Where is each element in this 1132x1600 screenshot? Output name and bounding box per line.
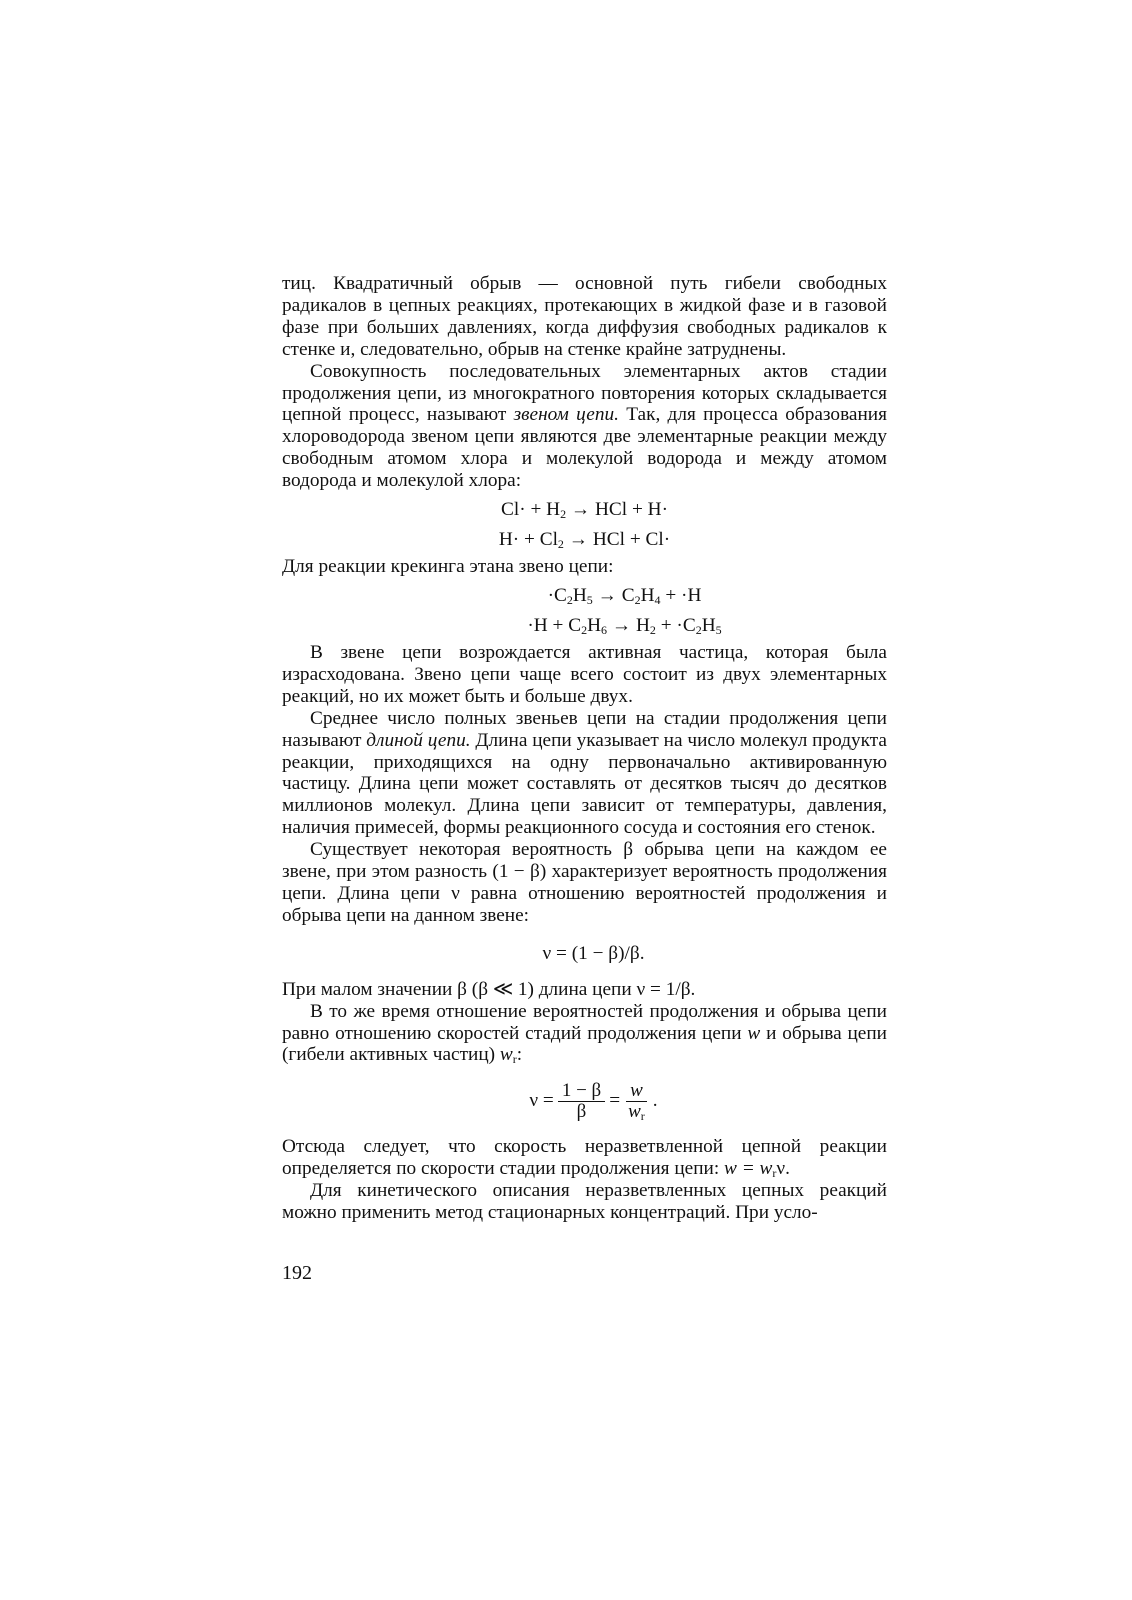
- subscript: 2: [634, 592, 641, 607]
- subscript: 2: [560, 507, 567, 522]
- subscript: r: [772, 1166, 777, 1181]
- paragraph-text: Для реакции крекинга этана звено цепи:: [282, 556, 614, 578]
- paragraph-ethane-cracking: [282, 556, 887, 578]
- paragraph-unbranched-rate: [282, 1136, 887, 1180]
- term-chain-link: звеном цепи.: [513, 404, 619, 426]
- paragraph-stationary-concentrations: [282, 1180, 887, 1224]
- equation-part: → H: [611, 614, 650, 636]
- paragraph-small-beta: [282, 979, 887, 1001]
- equation-part: ν = (1 − β)/β.: [542, 942, 645, 964]
- equation-part: + ·C: [660, 614, 696, 636]
- equation-part: H: [640, 584, 655, 606]
- equation-cl-h2: [282, 498, 887, 522]
- paragraph-chain-link-definition: [282, 361, 887, 492]
- equation-h-c2h6: [282, 614, 887, 638]
- paragraph-active-particle-regeneration: [282, 642, 887, 708]
- paragraph-text: Совокупность последовательных элементарных актов стадии продолжения цепи, из многократного повторения которых складывается цепной процесс, называют: [282, 360, 887, 426]
- subscript: r: [640, 1108, 645, 1123]
- subscript: 2: [649, 622, 656, 637]
- fraction-numerator: w: [626, 1081, 647, 1102]
- paragraph-text: Для кинетического описания неразветвленных цепных реакций можно применить метод стационарных концентраций. При усло-: [282, 1180, 887, 1224]
- equation-h-cl2: [282, 528, 887, 552]
- equation-part: + ·H: [665, 584, 702, 606]
- symbol-w: w: [628, 1100, 641, 1122]
- paragraph-text: Так, для процесса образования хлороводорода звеном цепи являются две элементарные реакции между свободным атомом хлора и молекулой водорода и между атомом водорода и молекулой хлора:: [282, 404, 887, 492]
- equation-part: H: [587, 614, 602, 636]
- equation-part: =: [609, 1090, 621, 1112]
- equation-part: → C: [597, 584, 635, 606]
- paragraph-text: В то же время отношение вероятностей продолжения и обрыва цепи равно отношению скоростей стадий продолжения цепи: [282, 1000, 887, 1044]
- paragraph-text: При малом значении β (β ≪ 1) длина цепи ν = 1/β.: [282, 978, 696, 1000]
- equation-part: → HCl + H·: [570, 499, 668, 521]
- equation-part: ·H + C: [527, 614, 582, 636]
- equation-part: ν =: [529, 1090, 554, 1112]
- equation-chain-length-beta: [282, 941, 887, 967]
- subscript: 5: [586, 592, 593, 607]
- equation-part: .: [652, 1090, 658, 1112]
- symbol-w-r: w: [499, 1044, 513, 1066]
- paragraph-text: и обрыва цепи (гибели активных частиц): [282, 1022, 887, 1066]
- subscript: 4: [654, 592, 661, 607]
- equation-part: H: [572, 584, 587, 606]
- fraction-one-minus-beta-over-beta: [558, 1081, 605, 1122]
- term-chain-length: длиной цепи.: [366, 729, 471, 751]
- equation-part: H: [701, 614, 716, 636]
- paragraph-text: Длина цепи указывает на число молекул продукта реакции, приходящихся на одну первоначально активированную частицу. Длина цепи может составлять от десятков тысяч до десятков миллионов молекул. Длина цепи зависит от температуры, давления, наличия примесей, формы реакционного сосуда и состояния его стенок.: [282, 729, 887, 839]
- paragraph-text: В звене цепи возрождается активная частица, которая была израсходована. Звено цепи чаще всего состоит из двух элементарных реакций, но их может быть и больше двух.: [282, 641, 887, 707]
- subscript: 2: [581, 622, 588, 637]
- equation-part: Cl· + H: [500, 499, 561, 521]
- equation-part: → HCl + Cl·: [568, 529, 671, 551]
- fraction-denominator: [624, 1102, 649, 1122]
- subscript: 2: [566, 592, 573, 607]
- paragraph-chain-length-definition: [282, 708, 887, 839]
- page-body: [282, 273, 887, 1224]
- paragraph-text: Существует некоторая вероятность β обрыва цепи на каждом ее звене, при этом разность (1 − β) характеризует вероятность продолжения цепи. Длина цепи ν равна отношению вероятностей продолжения и обрыва цепи на данном звене:: [282, 839, 887, 926]
- subscript: 5: [715, 622, 722, 637]
- equation-part: H· + Cl: [498, 529, 558, 551]
- inline-equation: w = w: [724, 1158, 773, 1180]
- fraction-denominator: β: [576, 1100, 587, 1122]
- paragraph-text: Отсюда следует, что скорость неразветвленной цепной реакции определяется по скорости стадии продолжения цепи:: [282, 1136, 887, 1180]
- paragraph-termination-probability: [282, 839, 887, 927]
- paragraph-text: тиц. Квадратичный обрыв — основной путь гибели свободных радикалов в цепных реакциях, протекающих в жидкой фазе и в газовой фазе при больших давлениях, когда диффузия свободных радикалов к стенке и, следовательно, обрыв на стенке крайне затруднены.: [282, 273, 887, 360]
- page-number: 192: [282, 1262, 312, 1284]
- subscript: 6: [601, 622, 608, 637]
- subscript: 2: [557, 537, 564, 552]
- equation-chain-length-fraction: [282, 1076, 887, 1126]
- symbol-w: w: [747, 1022, 761, 1044]
- equation-part: ·C: [547, 584, 567, 606]
- paragraph-text: Среднее число полных звеньев цепи на стадии продолжения цепи называют: [282, 707, 887, 751]
- paragraph-quadratic-termination: [282, 273, 887, 361]
- subscript: r: [512, 1052, 517, 1067]
- paragraph-rate-ratio: [282, 1001, 887, 1067]
- fraction-equation: [529, 1076, 657, 1126]
- inline-equation-end: ν.: [776, 1158, 790, 1180]
- paragraph-text: :: [516, 1044, 523, 1066]
- fraction-numerator: 1 − β: [558, 1081, 605, 1102]
- equation-c2h5-decomposition: [282, 584, 887, 608]
- subscript: 2: [695, 622, 702, 637]
- fraction-w-over-wr: [624, 1081, 649, 1122]
